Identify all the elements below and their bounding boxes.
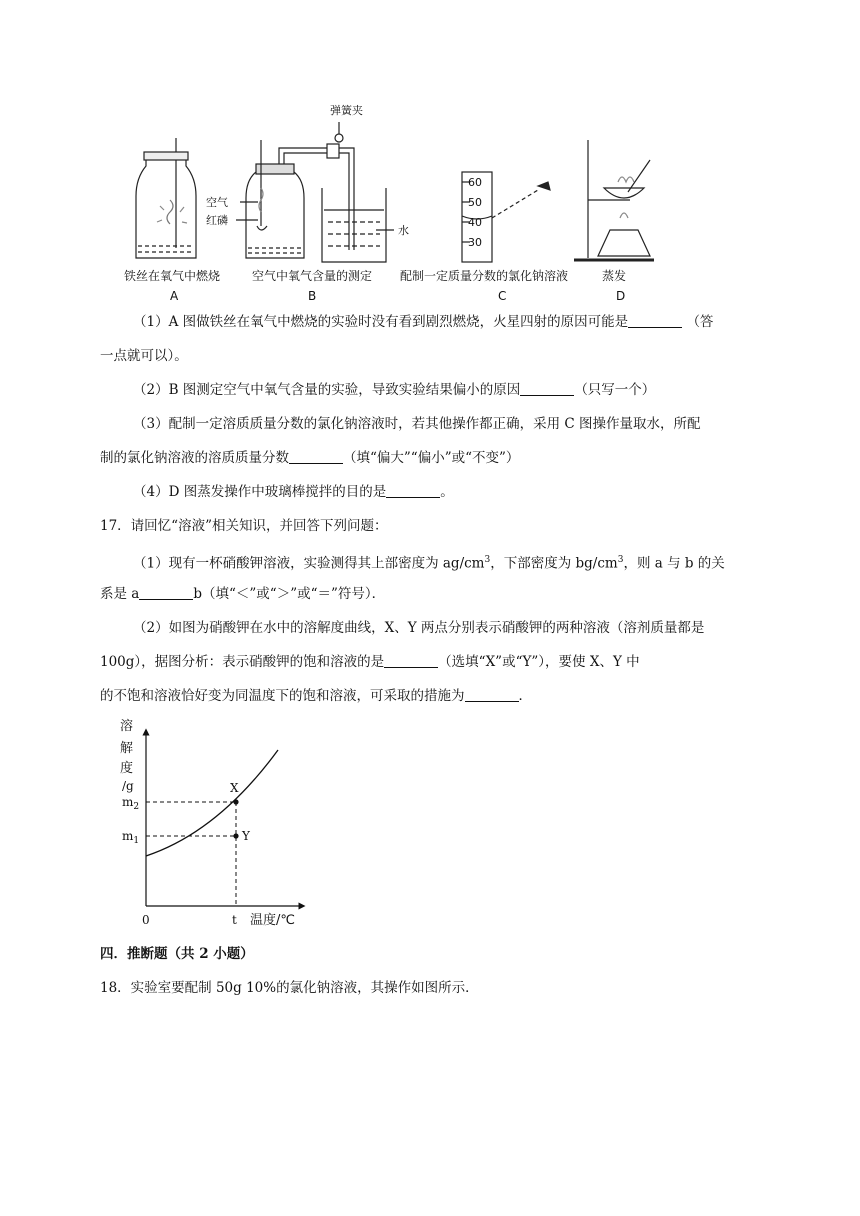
answer-blank xyxy=(628,313,682,328)
cylinder-tick-40: 40 xyxy=(468,216,482,229)
apparatus-a xyxy=(136,138,196,258)
q17-item2-line3: 的不饱和溶液恰好变为同温度下的饱和溶液，可采取的措施为 ． xyxy=(100,688,532,704)
point-y-label: Y xyxy=(242,829,250,843)
t-label: t xyxy=(232,913,237,927)
q16-item4: （4）D 图蒸发操作中玻璃棒搅拌的目的是 。 xyxy=(133,484,454,500)
y-label-char-2: 解 xyxy=(120,741,134,756)
q16-item3-line2: 制的氯化钠溶液的溶质质量分数 （填“偏大”“偏小”或“不变”） xyxy=(100,450,520,466)
spring-clip-label: 弹簧夹 xyxy=(330,104,363,117)
air-label: 空气 xyxy=(206,196,228,209)
q17-item2-line2: 100g），据图分析：表示硝酸钾的饱和溶液的是 （选填“X”或“Y”），要使 X、Y 中 xyxy=(100,654,640,670)
answer-blank xyxy=(386,483,440,498)
red-phosphorus-label: 红磷 xyxy=(206,214,228,227)
apparatus-d xyxy=(574,140,654,260)
q17-item1-line2: 系是 a b（填“＜”或“＞”或“＝”符号）． xyxy=(100,586,386,602)
answer-blank xyxy=(520,381,574,396)
point-y-marker xyxy=(233,833,238,838)
cylinder-tick-30: 30 xyxy=(468,236,482,249)
point-x-marker xyxy=(233,799,238,804)
solubility-curve-graph xyxy=(118,712,308,930)
cylinder-tick-50: 50 xyxy=(468,196,482,209)
caption-d-letter: D xyxy=(616,289,626,303)
q16-item1-line1: （1）A 图做铁丝在氧气中燃烧的实验时没有看到剧烈燃烧，火星四射的原因可能是 （答 xyxy=(133,314,714,330)
x-axis-label: 温度/℃ xyxy=(250,913,295,928)
water-label: 水 xyxy=(398,224,409,237)
m1-label: $m_1$ xyxy=(122,829,140,846)
q16-item2: （2）B 图测定空气中氧气含量的实验，导致实验结果偏小的原因 （只写一个） xyxy=(133,382,656,398)
point-x-label: X xyxy=(230,781,239,795)
solubility-curve xyxy=(146,750,278,856)
apparatus-b xyxy=(236,122,394,262)
answer-blank xyxy=(384,653,438,668)
caption-b: 空气中氧气含量的测定 xyxy=(252,269,373,283)
section-4-title: 四．推断题（共 2 小题） xyxy=(100,946,254,962)
experiment-apparatus-figure xyxy=(118,100,660,305)
caption-a-letter: A xyxy=(170,289,179,303)
y-label-char-1: 溶 xyxy=(120,719,134,734)
q16-item3-line1: （3）配制一定溶质质量分数的氯化钠溶液时，若其他操作都正确，采用 C 图操作量取水，所配 xyxy=(133,416,701,432)
caption-b-letter: B xyxy=(308,289,317,303)
answer-blank xyxy=(139,585,193,600)
answer-blank xyxy=(465,687,519,702)
m2-label: $m_2$ xyxy=(122,795,140,812)
answer-blank xyxy=(289,449,343,464)
origin-label: 0 xyxy=(142,913,150,927)
y-label-char-3: 度 xyxy=(120,761,134,776)
q18-stem: 18．实验室要配制 50g 10%的氯化钠溶液，其操作如图所示． xyxy=(100,980,479,996)
caption-c: 配制一定质量分数的氯化钠溶液 xyxy=(400,269,569,283)
q16-item1-line2: 一点就可以）。 xyxy=(100,348,188,364)
caption-a: 铁丝在氧气中燃烧 xyxy=(124,269,221,283)
cylinder-tick-60: 60 xyxy=(468,176,482,189)
q17-item2-line1: （2）如图为硝酸钾在水中的溶解度曲线，X、Y 两点分别表示硝酸钾的两种溶液（溶剂质量都是 xyxy=(133,620,705,636)
q17-stem: 17．请回忆“溶液”相关知识，并回答下列问题： xyxy=(100,518,388,534)
q17-item1-line1: （1）现有一杯硝酸钾溶液，实验测得其上部密度为 $ag/cm^3$，下部密度为 $bg/cm^3$，则 a 与 b 的关 xyxy=(133,555,725,572)
caption-c-letter: C xyxy=(498,289,507,303)
caption-d: 蒸发 xyxy=(602,269,627,283)
y-unit: /g xyxy=(122,779,134,793)
